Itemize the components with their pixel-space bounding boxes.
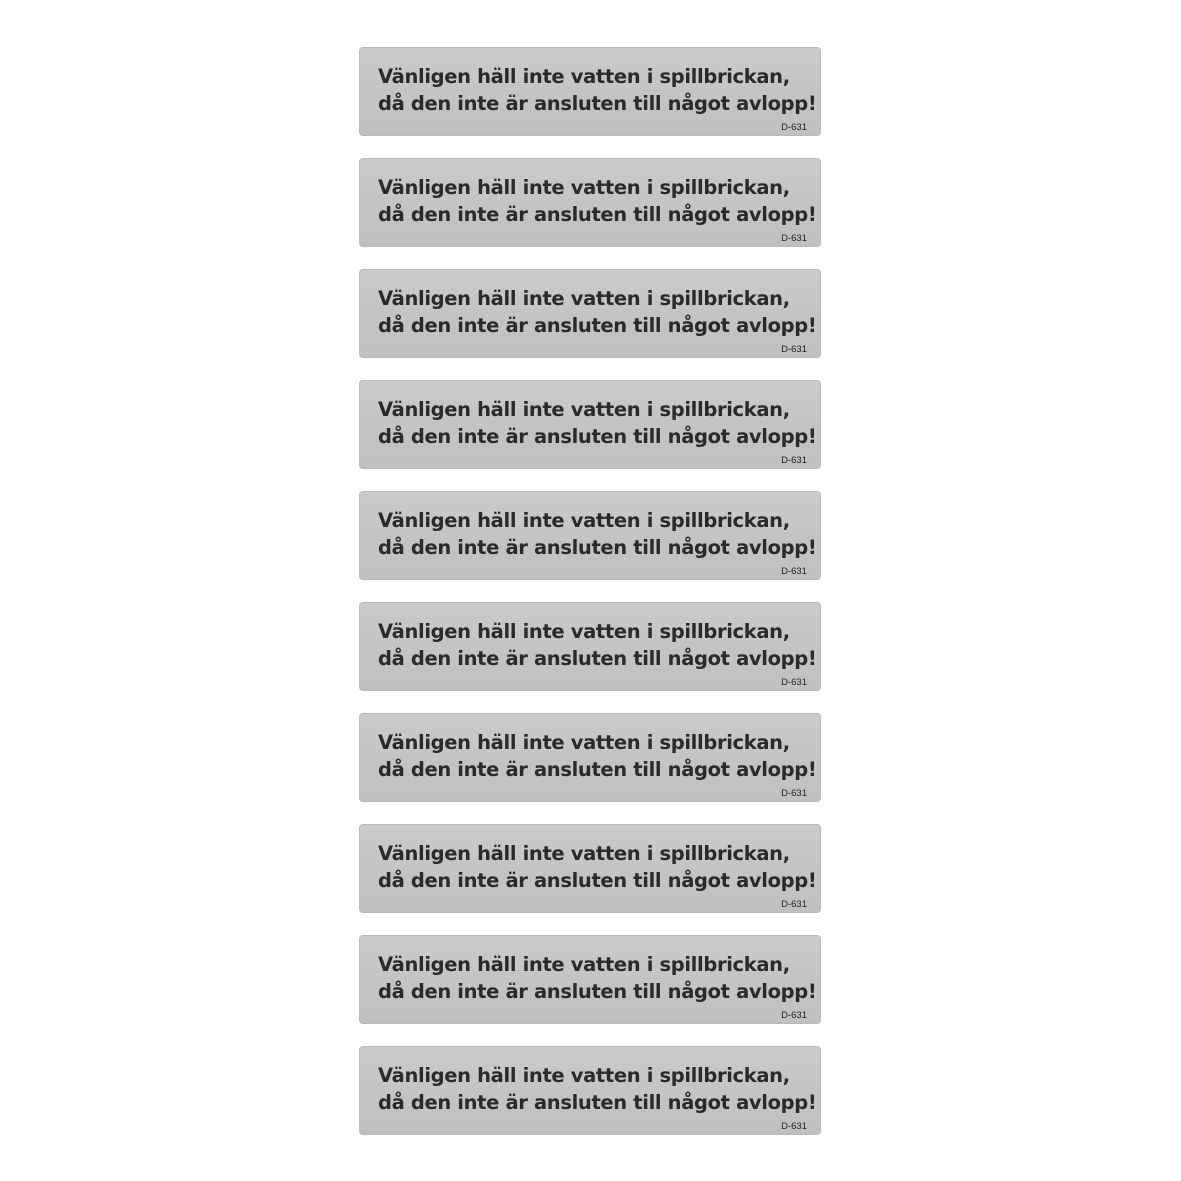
sign-message-line-1: Vänligen häll inte vatten i spillbrickan, <box>378 287 790 310</box>
sign-message-line-1: Vänligen häll inte vatten i spillbrickan, <box>378 509 790 532</box>
sign-message-line-2: då den inte är ansluten till något avlopp! <box>378 980 817 1003</box>
sign-product-code: D-631 <box>781 1121 807 1132</box>
sign-message-line-1: Vänligen häll inte vatten i spillbrickan, <box>378 398 790 421</box>
sign-message <box>378 63 816 117</box>
sign-message-line-2: då den inte är ansluten till något avlopp! <box>378 314 817 337</box>
sign-plate <box>359 602 821 691</box>
sign-plate <box>359 713 821 802</box>
sign-plate <box>359 158 821 247</box>
sign-product-code: D-631 <box>781 566 807 577</box>
sign-message <box>378 285 816 339</box>
sign-message-line-1: Vänligen häll inte vatten i spillbrickan, <box>378 176 790 199</box>
sign-message-line-1: Vänligen häll inte vatten i spillbrickan, <box>378 65 790 88</box>
sign-message <box>378 1062 816 1116</box>
sign-message <box>378 396 816 450</box>
sign-message-line-1: Vänligen häll inte vatten i spillbrickan, <box>378 953 790 976</box>
sign-plate <box>359 824 821 913</box>
sign-message <box>378 951 816 1005</box>
sign-message-line-2: då den inte är ansluten till något avlopp! <box>378 869 817 892</box>
sign-message-line-2: då den inte är ansluten till något avlopp! <box>378 425 817 448</box>
sign-message-line-1: Vänligen häll inte vatten i spillbrickan, <box>378 731 790 754</box>
sign-product-code: D-631 <box>781 122 807 133</box>
sign-product-code: D-631 <box>781 344 807 355</box>
sign-message <box>378 618 816 672</box>
sign-product-code: D-631 <box>781 455 807 466</box>
sign-message-line-1: Vänligen häll inte vatten i spillbrickan, <box>378 620 790 643</box>
sign-plate <box>359 47 821 136</box>
sign-message <box>378 507 816 561</box>
sign-plate <box>359 269 821 358</box>
sign-message-line-2: då den inte är ansluten till något avlopp! <box>378 1091 817 1114</box>
sign-message <box>378 729 816 783</box>
sign-product-code: D-631 <box>781 1010 807 1021</box>
sign-message <box>378 174 816 228</box>
sign-product-code: D-631 <box>781 899 807 910</box>
sign-product-code: D-631 <box>781 788 807 799</box>
sign-sheet <box>359 47 821 1135</box>
sign-message-line-2: då den inte är ansluten till något avlopp! <box>378 203 817 226</box>
sign-plate <box>359 935 821 1024</box>
sign-message-line-1: Vänligen häll inte vatten i spillbrickan, <box>378 1064 790 1087</box>
sign-message-line-2: då den inte är ansluten till något avlopp! <box>378 647 817 670</box>
sign-product-code: D-631 <box>781 233 807 244</box>
sign-plate <box>359 1046 821 1135</box>
sign-message-line-2: då den inte är ansluten till något avlopp! <box>378 92 817 115</box>
sign-plate <box>359 491 821 580</box>
sign-message-line-1: Vänligen häll inte vatten i spillbrickan, <box>378 842 790 865</box>
sign-message-line-2: då den inte är ansluten till något avlopp! <box>378 758 817 781</box>
sign-message-line-2: då den inte är ansluten till något avlopp! <box>378 536 817 559</box>
sign-plate <box>359 380 821 469</box>
sign-message <box>378 840 816 894</box>
sign-product-code: D-631 <box>781 677 807 688</box>
